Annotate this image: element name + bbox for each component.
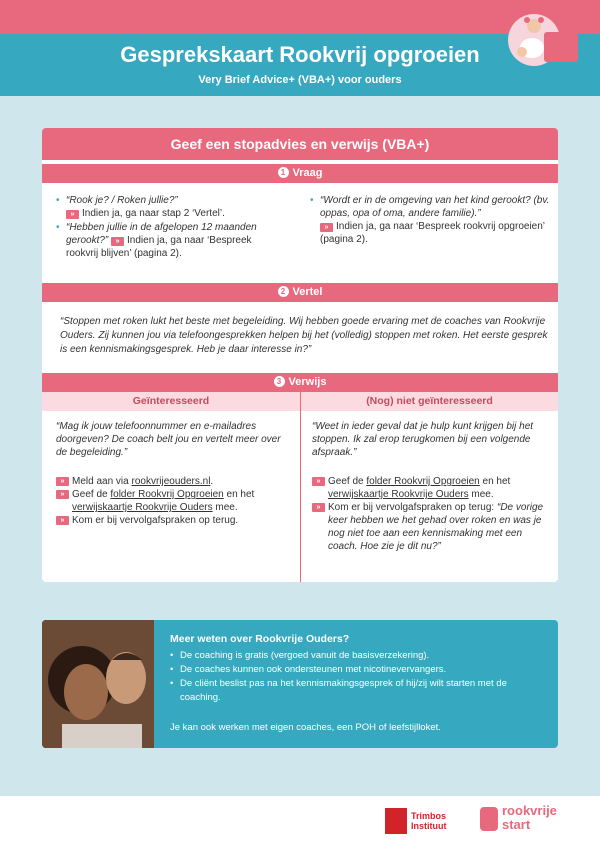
section-number: 2 [278,286,289,297]
info-footer: Je kan ook werken met eigen coaches, een POH of leefstijlloket. [170,722,441,733]
arrow-icon: » [320,223,333,232]
bullet-icon: • [170,650,174,661]
action-text: Kom er bij vervolgafspraken op terug. [72,515,239,526]
action-item [56,488,290,514]
info-item [170,663,550,677]
bullet-icon: • [56,195,60,206]
vraag-action: Indien ja, ga naar ‘Bespreek rookvrij blijven’ (pagina 2). [66,235,252,259]
rookvrije-start-text [502,804,582,832]
illustration-bow-left [524,17,530,23]
info-item-text: De coaching is gratis (vergoed vanuit de basisverzekering). [180,650,430,661]
action-item [312,501,552,553]
action-text: Kom er bij vervolgafspraken op terug: [328,502,497,513]
vraag-quote: “Rook je? / Roken jullie?” [66,195,178,206]
action-text: Geef de [328,476,367,487]
bullet-icon: • [310,195,314,206]
action-item [312,475,552,501]
vraag-left-column [56,194,286,261]
interested-quote: “Mag ik jouw telefoonnummer en e-mailadres doorgeven? De coach belt jou en vertelt meer over de begeleiding.” [56,421,281,458]
column-divider [300,392,301,582]
info-item [170,649,550,663]
vraag-item [56,221,286,260]
trimbos-mark-icon [385,808,407,834]
not-interested-quote: “Weet in ieder geval dat je hulp kunt krijgen bij het stoppen. Ik zal erop terugkomen bij een volgende afspraak.” [312,421,534,458]
action-text: Meld aan via [72,476,132,487]
rs-line1: rookvrije [502,803,557,818]
vraag-quote: “Hebben jullie in de afgelopen 12 maanden gerookt?” [66,222,257,246]
action-text: en het [479,476,511,487]
info-title: Meer weten over Rookvrije Ouders? [170,633,350,645]
action-item [56,475,290,488]
not-interested-header: (Nog) niet geïnteresseerd [301,392,558,411]
section-number: 1 [278,167,289,178]
trimbos-line1: Trimbos [411,811,447,821]
verwijskaartje-link[interactable]: verwijskaartje Rookvrije Ouders [72,502,213,513]
section-label: Vertel [292,286,323,298]
section-number: 3 [274,376,285,387]
info-item-text: De cliënt beslist pas na het kennismakingsgesprek of hij/zij wilt starten met de coaching. [180,678,507,703]
bullet-icon: • [170,678,174,689]
vraag-item [56,194,286,220]
verwijskaartje-link[interactable]: verwijskaartje Rookvrije Ouders [328,489,469,500]
section-verwijs-bar [42,373,558,392]
vraag-quote: “Wordt er in de omgeving van het kind gerookt? (bv. oppas, opa of oma, andere familie).” [320,195,550,219]
section-label: Vraag [292,167,323,179]
info-body [170,632,550,735]
action-text: mee. [468,489,494,500]
vraag-right-column [310,194,550,247]
vertel-text: “Stoppen met roken lukt het beste met begeleiding. Wij hebben goede ervaring met de coaches van Rookvrije Ouders. Zij kunnen jou via telefoongesprekken helpen bij het (volledig) stoppen met roken. Het eerste gesprek is een kennismakingsgesprek. Heb je daar interesse in?” [60,316,548,355]
arrow-icon: » [111,237,124,246]
info-box [42,620,558,748]
vraag-item [310,194,550,246]
rookvrijeouders-link[interactable]: rookvrijeouders.nl [131,476,211,487]
page-subtitle: Very Brief Advice+ (VBA+) voor ouders [198,74,402,86]
action-text: mee. [212,502,238,513]
section-label: Verwijs [288,376,327,388]
folder-link[interactable]: folder Rookvrij Opgroeien [110,489,224,500]
footer [0,796,600,846]
interested-header: Geïnteresseerd [42,392,300,411]
action-item [56,514,290,527]
illustration-hand [517,47,527,57]
photo-face-woman [64,664,108,720]
rs-line2: start [502,817,531,832]
rookvrije-start-mark-icon [480,807,498,831]
main-card [42,128,558,582]
action-text: . [210,476,214,487]
action-quote: “De vorige keer hebben we het gehad over roken en was je nog niet toe aan een kennismaking met een coach. Hoe zie je dit nu?” [328,502,544,552]
arrow-icon: » [66,210,79,219]
info-item [170,677,550,705]
action-text: Geef de [72,489,111,500]
photo-shirt [62,724,142,748]
bullet-icon: • [56,222,60,233]
folder-link[interactable]: folder Rookvrij Opgroeien [366,476,480,487]
trimbos-line2: Instituut [411,821,447,831]
vraag-action: Indien ja, ga naar stap 2 ‘Vertel’. [82,208,225,219]
parent-child-illustration [500,10,578,70]
interested-column [56,420,290,527]
illustration-block [544,32,578,62]
info-item-text: De coaches kunnen ook ondersteunen met nicotinevervangers. [180,664,447,675]
arrow-icon: » [56,477,69,486]
arrow-icon: » [312,477,325,486]
card-title: Geef een stopadvies en verwijs (VBA+) [42,128,558,160]
arrow-icon: » [56,490,69,499]
arrow-icon: » [312,503,325,512]
illustration-bow-right [538,17,544,23]
vraag-action: Indien ja, ga naar ‘Bespreek rookvrij opgroeien’ (pagina 2). [320,221,545,245]
action-text: en het [223,489,255,500]
bullet-icon: • [170,664,174,675]
trimbos-text [411,811,471,831]
couple-photo [42,620,154,748]
not-interested-column [312,420,552,553]
page-title: Gesprekskaart Rookvrij opgroeien [120,42,480,67]
arrow-icon: » [56,516,69,525]
section-vertel-bar [42,283,558,302]
section-vraag-bar [42,164,558,183]
